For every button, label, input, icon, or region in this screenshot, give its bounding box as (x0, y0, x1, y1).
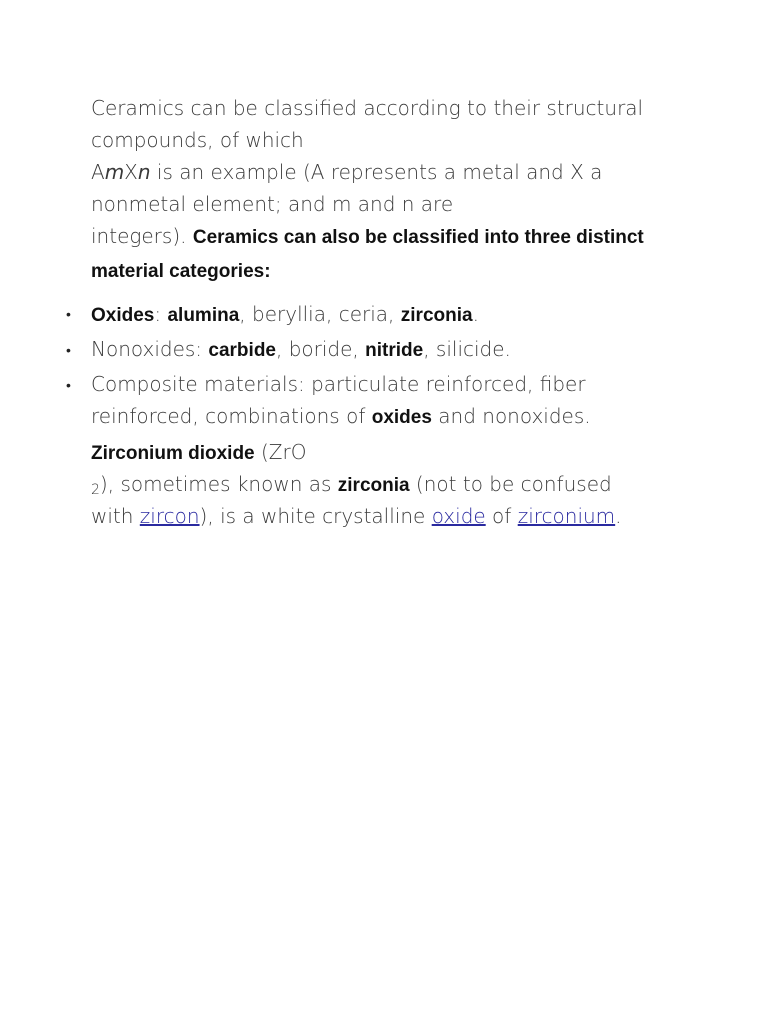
bullet-text: reinforced, combinations of (91, 404, 372, 428)
bullet-text: Nonoxides: (91, 337, 209, 361)
paragraph-text: of (485, 504, 518, 528)
bold-term: zirconia (337, 475, 410, 496)
bullet-text: , beryllia, ceria, (239, 302, 401, 326)
intro-text: Ceramics can be classified according to their structural (91, 96, 644, 120)
paragraph-text: . (615, 504, 622, 528)
bold-term: oxides (371, 407, 432, 428)
link-oxide[interactable]: oxide (431, 504, 486, 528)
bullet-text: and nonoxides. (431, 404, 591, 428)
formula-text: (ZrO (254, 440, 307, 464)
intro-bold-text: material categories: (91, 261, 271, 282)
bullet-text: Composite materials: particulate reinforced, fiber (91, 372, 586, 396)
zirconium-line-1 (91, 436, 306, 468)
bullet-term: Oxides (91, 305, 155, 326)
intro-text: nonmetal element; and m and n are (91, 192, 454, 216)
intro-text: integers). (91, 224, 193, 248)
bullet-text: , boride, (276, 337, 366, 361)
bullet-item-composite-line-2 (91, 400, 591, 432)
zirconium-line-2 (91, 468, 612, 500)
zirconium-line-3 (91, 500, 622, 532)
bullet-text: . (472, 302, 479, 326)
bold-term: zirconia (400, 305, 473, 326)
bullet-text: , silicide. (423, 337, 511, 361)
bullet-item-oxides (91, 298, 479, 330)
paragraph-text: with (91, 504, 140, 528)
zirconium-title: Zirconium dioxide (91, 443, 255, 464)
intro-line-1 (91, 92, 643, 124)
bullet-dot-icon: • (66, 307, 71, 323)
paragraph-text: ), sometimes known as (99, 472, 338, 496)
bold-term: nitride (365, 340, 424, 361)
formula-n: n (137, 160, 151, 184)
bullet-item-nonoxides (91, 333, 511, 365)
paragraph-text: ), is a white crystalline (199, 504, 432, 528)
intro-bold-text: Ceramics can also be classified into three distinct (192, 227, 644, 248)
bold-term: carbide (208, 340, 276, 361)
link-zirconium[interactable]: zirconium (517, 504, 616, 528)
intro-line-6 (91, 254, 271, 286)
separator: : (154, 302, 168, 326)
bullet-dot-icon: • (66, 378, 71, 394)
intro-line-5 (91, 220, 644, 252)
intro-line-4 (91, 188, 453, 220)
bullet-item-composite-line-1 (91, 368, 586, 400)
formula-a: A (91, 160, 105, 184)
paragraph-text: (not to be confused (409, 472, 612, 496)
formula-m: m (104, 160, 125, 184)
bold-term: alumina (167, 305, 240, 326)
intro-text: is an example (A represents a metal and X a (150, 160, 603, 184)
formula-x: X (124, 160, 138, 184)
intro-line-3 (91, 156, 602, 188)
link-zircon[interactable]: zircon (139, 504, 200, 528)
intro-text: compounds, of which (91, 128, 304, 152)
bullet-dot-icon: • (66, 343, 71, 359)
intro-line-2 (91, 124, 304, 156)
formula-subscript: 2 (91, 482, 100, 498)
